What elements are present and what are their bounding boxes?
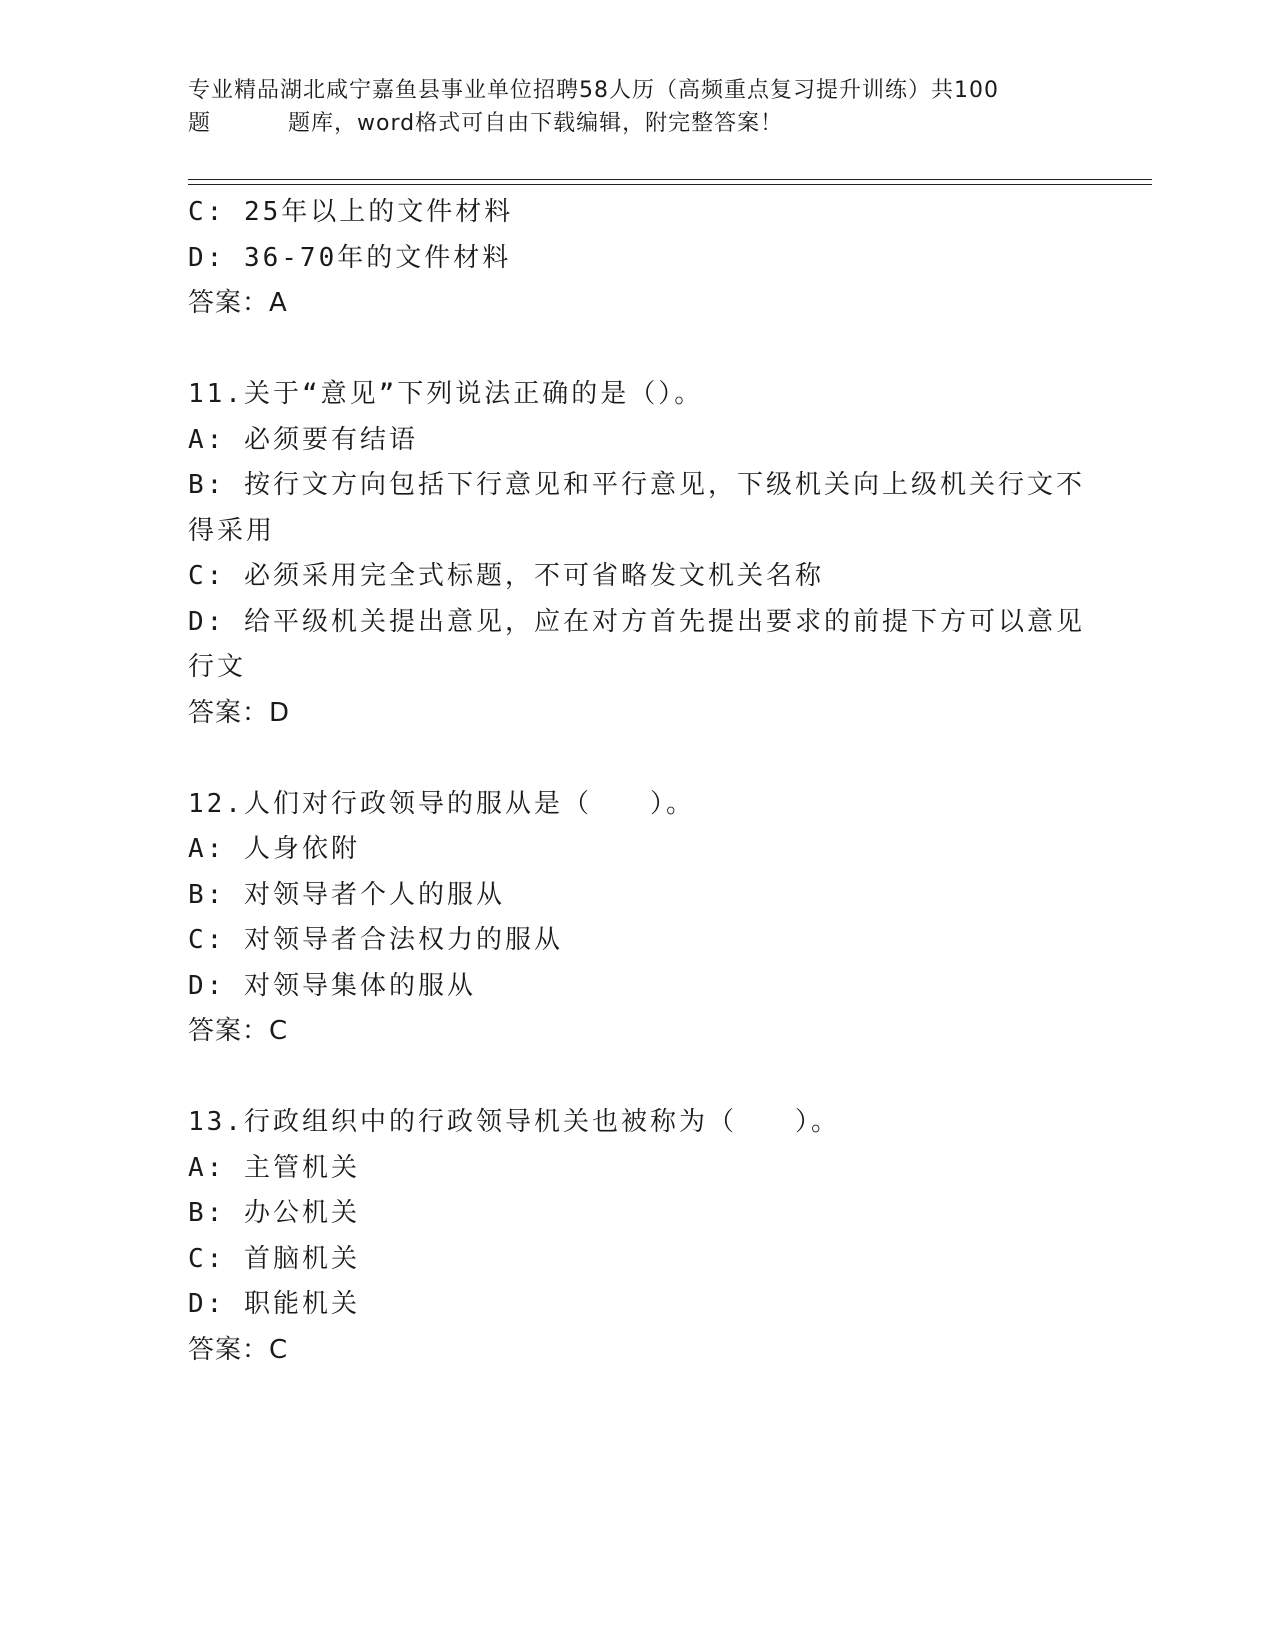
- answer-line: 答案：C: [188, 1016, 289, 1046]
- header-line-1: 专业精品湖北咸宁嘉鱼县事业单位招聘58人历（高频重点复习提升训练）共100: [188, 78, 999, 103]
- header-divider-bottom: [188, 184, 1152, 185]
- header-line-2-right: 题库，word格式可自由下载编辑，附完整答案！: [288, 111, 784, 136]
- option-line: C: 对领导者合法权力的服从: [188, 925, 563, 955]
- question-stem: 11.关于“意见”下列说法正确的是（）。: [188, 379, 704, 409]
- option-line: B: 按行文方向包括下行意见和平行意见，下级机关向上级机关行文不: [188, 470, 1085, 500]
- option-line: A: 必须要有结语: [188, 424, 418, 455]
- spacer: [188, 736, 1088, 782]
- question-stem: 13.行政组织中的行政领导机关也被称为（ ）。: [188, 1107, 840, 1137]
- option-line: D: 对领导集体的服从: [188, 970, 476, 1001]
- question-stem: 12.人们对行政领导的服从是（ ）。: [188, 788, 695, 819]
- header-line-2: [188, 107, 1088, 140]
- document-header: [188, 74, 1088, 140]
- spacer: [188, 327, 1088, 373]
- option-line: D: 职能机关: [188, 1289, 360, 1319]
- option-line: D: 36-70年的文件材料: [188, 242, 512, 273]
- option-line: 得采用: [188, 515, 276, 546]
- option-line: A: 人身依附: [188, 834, 360, 864]
- answer-line: 答案：A: [188, 288, 288, 318]
- option-line: 行文: [188, 652, 247, 682]
- option-line: B: 对领导者个人的服从: [188, 879, 505, 910]
- spacer: [188, 1055, 1088, 1101]
- option-line: B: 办公机关: [188, 1198, 360, 1228]
- option-line: C: 必须采用完全式标题，不可省略发文机关名称: [188, 561, 824, 591]
- option-line: C: 25年以上的文件材料: [188, 197, 514, 227]
- answer-line: 答案：D: [188, 697, 291, 728]
- option-line: D: 给平级机关提出意见，应在对方首先提出要求的前提下方可以意见: [188, 606, 1085, 637]
- option-line: A: 主管机关: [188, 1152, 360, 1183]
- answer-line: 答案：C: [188, 1334, 289, 1365]
- question-content: [188, 190, 1088, 1373]
- header-divider-top: [188, 179, 1152, 180]
- option-line: C: 首脑机关: [188, 1243, 360, 1274]
- header-line-2-left: 题: [188, 111, 212, 136]
